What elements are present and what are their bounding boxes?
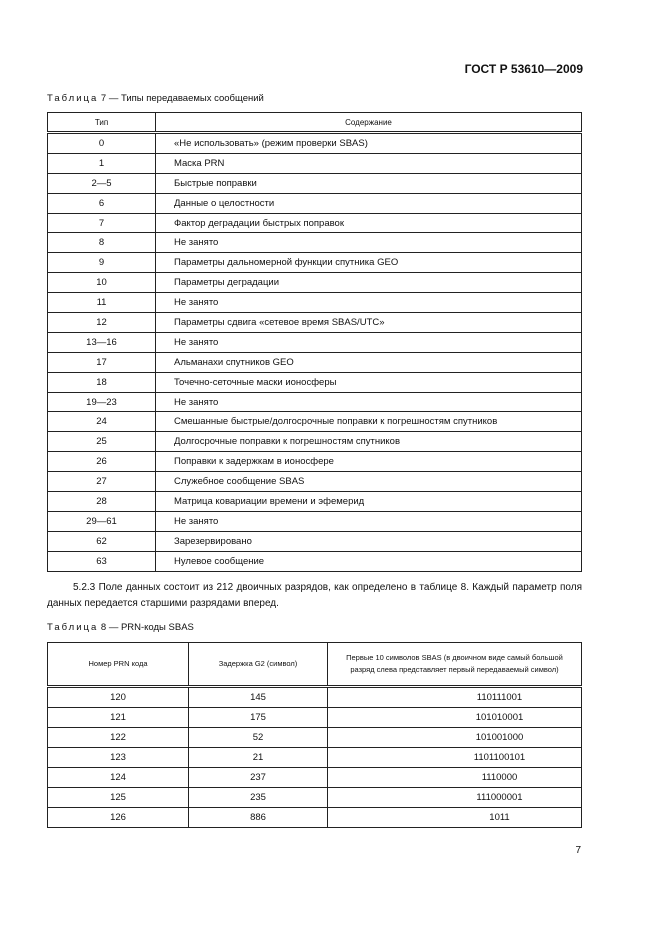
table-cell: 28 — [48, 492, 156, 512]
table-cell: 24 — [48, 412, 156, 432]
table-row — [48, 788, 582, 808]
table-cell: Поправки к задержкам в ионосфере — [156, 452, 582, 472]
table-row — [48, 432, 582, 452]
table-header — [48, 113, 582, 133]
table8-caption — [47, 622, 194, 633]
table-cell: Маска PRN — [156, 153, 582, 173]
table-cell: 121 — [48, 708, 189, 728]
table-cell: Матрица ковариации времени и эфемерид — [156, 492, 582, 512]
table-header — [48, 643, 582, 687]
table-row — [48, 768, 582, 788]
table-cell: 11 — [48, 293, 156, 313]
table-row — [48, 748, 582, 768]
table-row — [48, 452, 582, 472]
table-prn-codes — [47, 642, 582, 828]
table-cell: 125 — [48, 788, 189, 808]
column-header: Тип — [48, 113, 156, 133]
table-cell: Не занято — [156, 511, 582, 531]
table-row — [48, 273, 582, 293]
table-cell: Не занято — [156, 233, 582, 253]
table-row — [48, 133, 582, 154]
table-cell: 10 — [48, 273, 156, 293]
page-number: 7 — [575, 845, 581, 856]
table-cell: 175 — [189, 708, 328, 728]
table-cell: Параметры деградации — [156, 273, 582, 293]
table-cell: 8 — [48, 233, 156, 253]
table-row — [48, 687, 582, 708]
table-row — [48, 808, 582, 828]
table-cell: Не занято — [156, 293, 582, 313]
table-row — [48, 728, 582, 748]
table-row — [48, 153, 582, 173]
table-cell: 7 — [48, 213, 156, 233]
table-cell: Параметры сдвига «сетевое время SBAS/UTC» — [156, 313, 582, 333]
table-cell: 9 — [48, 253, 156, 273]
table-cell: 26 — [48, 452, 156, 472]
column-header: Содержание — [156, 113, 582, 133]
table-cell: Долгосрочные поправки к погрешностям спутников — [156, 432, 582, 452]
table-cell: 237 — [189, 768, 328, 788]
table-cell: 124 — [48, 768, 189, 788]
table7-caption — [47, 93, 264, 104]
table-cell: 110111001 — [328, 687, 582, 708]
table-cell: 63 — [48, 551, 156, 571]
table-cell: 13—16 — [48, 332, 156, 352]
table-row — [48, 551, 582, 571]
table-cell: 0 — [48, 133, 156, 154]
table-cell: 29—61 — [48, 511, 156, 531]
table-cell: Нулевое сообщение — [156, 551, 582, 571]
table-cell: Альманахи спутников GEO — [156, 352, 582, 372]
table-cell: 886 — [189, 808, 328, 828]
table-cell: 12 — [48, 313, 156, 333]
table-cell: Данные о целостности — [156, 193, 582, 213]
table-cell: 21 — [189, 748, 328, 768]
table-row — [48, 472, 582, 492]
table-cell: «Не использовать» (режим проверки SBAS) — [156, 133, 582, 154]
table-cell: 1101100101 — [328, 748, 582, 768]
table-cell: 126 — [48, 808, 189, 828]
table-row — [48, 352, 582, 372]
table-cell: Не занято — [156, 332, 582, 352]
table-row — [48, 193, 582, 213]
table-cell: 25 — [48, 432, 156, 452]
caption-text: 8 — PRN-коды SBAS — [100, 622, 194, 633]
table-cell: 101001000 — [328, 728, 582, 748]
table-row — [48, 392, 582, 412]
table-row — [48, 492, 582, 512]
table-cell: 19—23 — [48, 392, 156, 412]
table-cell: 52 — [189, 728, 328, 748]
table-cell: 111000001 — [328, 788, 582, 808]
table-cell: Параметры дальномерной функции спутника GEO — [156, 253, 582, 273]
table-cell: Не занято — [156, 392, 582, 412]
column-header: Первые 10 символов SBAS (в двоичном виде самый большой разряд слева представляет первый передаваемый символ) — [328, 643, 582, 687]
table-message-types — [47, 112, 582, 572]
table-cell: Точечно-сеточные маски ионосферы — [156, 372, 582, 392]
paragraph-5-2-3: 5.2.3 Поле данных состоит из 212 двоичных разрядов, как определено в таблице 8. Каждый параметр поля данных передается старшими разрядами вперед. — [47, 582, 582, 609]
table-row — [48, 253, 582, 273]
table-cell: 235 — [189, 788, 328, 808]
standard-header: ГОСТ Р 53610—2009 — [464, 62, 583, 76]
table-row — [48, 173, 582, 193]
table-cell: 6 — [48, 193, 156, 213]
table-cell: 120 — [48, 687, 189, 708]
table-cell: Служебное сообщение SBAS — [156, 472, 582, 492]
table-row — [48, 708, 582, 728]
table-cell: 2—5 — [48, 173, 156, 193]
table-row — [48, 372, 582, 392]
caption-text: 7 — Типы передаваемых сообщений — [100, 93, 264, 104]
column-header: Номер PRN кода — [48, 643, 189, 687]
table-cell: 1011 — [328, 808, 582, 828]
table-cell: Зарезервировано — [156, 531, 582, 551]
table-cell: 123 — [48, 748, 189, 768]
table-row — [48, 233, 582, 253]
caption-prefix: Таблица — [47, 93, 99, 104]
table-row — [48, 313, 582, 333]
table-row — [48, 511, 582, 531]
table-cell: 27 — [48, 472, 156, 492]
caption-prefix: Таблица — [47, 622, 99, 633]
table-cell: 18 — [48, 372, 156, 392]
table-row — [48, 531, 582, 551]
table-cell: Фактор деградации быстрых поправок — [156, 213, 582, 233]
table-cell: 145 — [189, 687, 328, 708]
table-cell: 17 — [48, 352, 156, 372]
table-row — [48, 412, 582, 432]
table-cell: 62 — [48, 531, 156, 551]
table-cell: 1110000 — [328, 768, 582, 788]
table-cell: 1 — [48, 153, 156, 173]
table-row — [48, 213, 582, 233]
table-row — [48, 293, 582, 313]
table-cell: 101010001 — [328, 708, 582, 728]
table-row — [48, 332, 582, 352]
table-cell: Быстрые поправки — [156, 173, 582, 193]
table-cell: Смешанные быстрые/долгосрочные поправки к погрешностям спутников — [156, 412, 582, 432]
table-cell: 122 — [48, 728, 189, 748]
column-header: Задержка G2 (символ) — [189, 643, 328, 687]
